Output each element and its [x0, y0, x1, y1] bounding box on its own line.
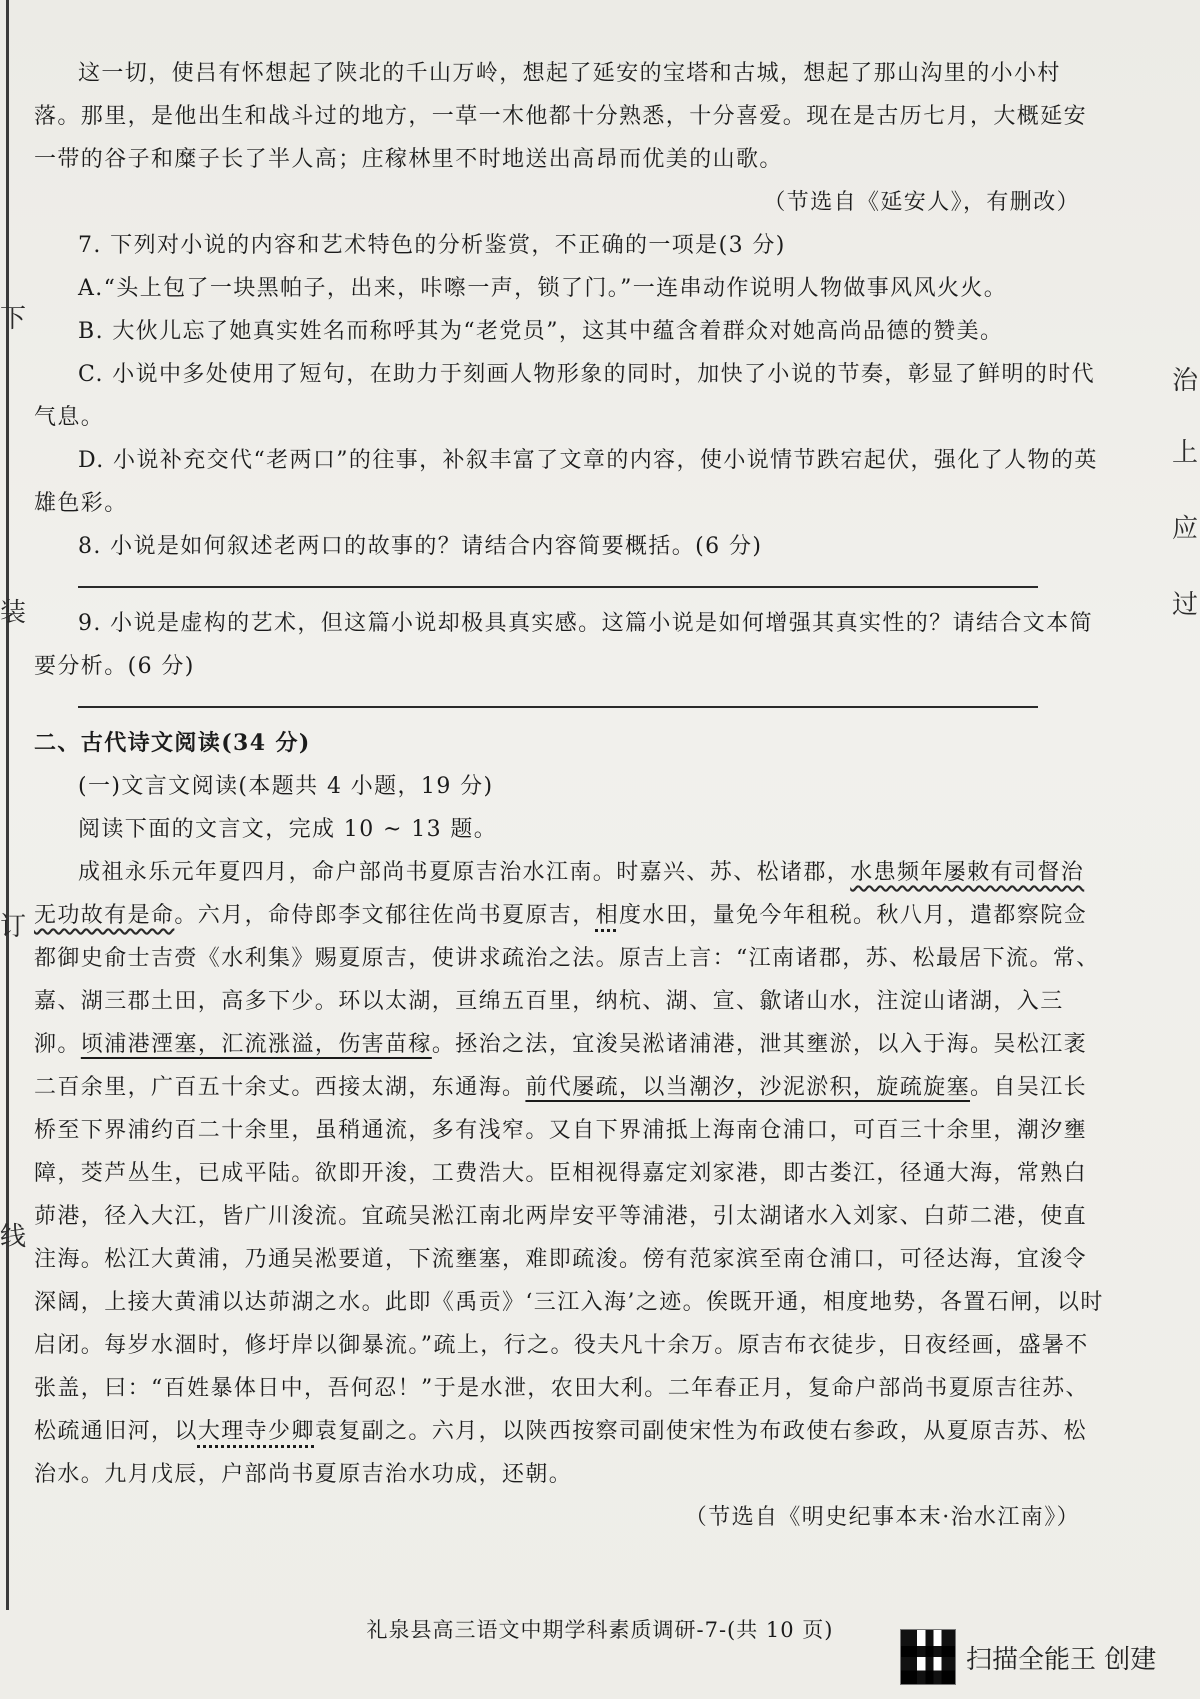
binding-mark-char: 订 — [0, 912, 27, 942]
right-edge-char: 上 — [1172, 438, 1199, 468]
binding-mark-char: 下 — [0, 304, 27, 334]
right-edge-char: 应 — [1172, 514, 1199, 544]
dotted-term-dalisi: 大理寺少卿 — [197, 1419, 315, 1444]
scanner-watermark — [900, 1632, 1156, 1682]
wavy-underlined-sentence: 水患频年屡敕有司督治无功故有是命 — [34, 860, 1085, 928]
passage-text: 。六月，命侍郎李文郁往佐尚书夏原吉， — [174, 903, 596, 928]
right-edge-char: 过 — [1172, 590, 1199, 620]
question-7-stem: 7. 下列对小说的内容和艺术特色的分析鉴赏，不正确的一项是(3 分) — [78, 233, 786, 258]
question-8: 8. 小说是如何叙述老两口的故事的？请结合内容简要概括。(6 分) — [78, 534, 763, 559]
underlined-sentence-2: 前代屡疏，以当潮汐，沙泥淤积，旋疏旋塞 — [525, 1075, 971, 1100]
answer-line-q8[interactable] — [78, 570, 1038, 588]
passage-text: 成祖永乐元年夏四月，命户部尚书夏原吉治水江南。时嘉兴、苏、松诸郡， — [78, 860, 851, 885]
classical-passage — [34, 851, 1104, 1496]
passage-text: 度水田，量免今年租税。秋八月，遣都察院佥都御史俞士吉赍《水利集》赐夏原吉，使讲求疏治之法。原吉上言：“江南诸郡，苏、松最居下流。常、嘉、湖三郡土田，高多下少。环以太湖，亘绵五百里，纳杭、湖、宣、歙诸山水，注淀山诸湖，入三泖。 — [34, 903, 1100, 1057]
reading-instruction: 阅读下面的文言文，完成 10 ~ 13 题。 — [78, 817, 498, 842]
dotted-word-xiang: 相 — [595, 903, 620, 928]
answer-line-q9[interactable] — [78, 690, 1038, 708]
classical-source: （节选自《明史纪事本末·治水江南》） — [684, 1505, 1080, 1530]
page-content — [34, 52, 1104, 1539]
question-7-option-a: A.“头上包了一块黑帕子，出来，咔嚓一声，锁了门。”一连串动作说明人物做事风风火火。 — [78, 276, 1008, 301]
binding-mark-char: 线 — [0, 1222, 27, 1252]
binding-mark-char: 装 — [0, 598, 27, 628]
intro-source: （节选自《延安人》，有删改） — [763, 190, 1080, 215]
right-edge-char: 治 — [1172, 366, 1199, 396]
question-7-option-c: C. 小说中多处使用了短句，在助力于刻画人物形象的同时，加快了小说的节奏，彰显了鲜明的时代气息。 — [34, 362, 1096, 430]
scanner-label: 扫描全能王 创建 — [966, 1644, 1157, 1675]
page-footer: 礼泉县高三语文中期学科素质调研-7-(共 10 页) — [366, 1618, 834, 1642]
passage-text: 。拯治之法，宜浚吴淞诸浦港，泄其壅淤，以入于海。吴松江袤二百余里，广百五十余丈。西接太湖，东通海。 — [34, 1032, 1088, 1100]
subsection-1-title: (一)文言文阅读(本题共 4 小题，19 分) — [78, 774, 494, 799]
question-9: 9. 小说是虚构的艺术，但这篇小说却极具真实感。这篇小说是如何增强其真实性的？请结合文本简要分析。(6 分) — [34, 611, 1093, 679]
intro-paragraph: 这一切，使吕有怀想起了陕北的千山万岭，想起了延安的宝塔和古城，想起了那山沟里的小小村落。那里，是他出生和战斗过的地方，一草一木他都十分熟悉，十分喜爱。现在是古历七月，大概延安一带的谷子和糜子长了半人高；庄稼林里不时地送出高昂而优美的山歌。 — [34, 61, 1088, 172]
passage-text: 袁复副之。六月，以陕西按察司副使宋性为布政使右参政，从夏原吉苏、松治水。九月戊辰，户部尚书夏原吉治水功成，还朝。 — [34, 1419, 1088, 1487]
binding-margin-line — [6, 0, 9, 1610]
question-7-option-b: B. 大伙儿忘了她真实姓名而称呼其为“老党员”，这其中蕴含着群众对她高尚品德的赞美。 — [78, 319, 1004, 344]
qr-code-icon — [900, 1629, 956, 1685]
underlined-sentence-1: 顷浦港湮塞，汇流涨溢，伤害苗稼 — [80, 1032, 432, 1057]
passage-text: 。自吴江长桥至下界浦约百二十余里，虽稍通流，多有浅窄。又自下界浦抵上海南仓浦口，可百三十余里，潮汐壅障，茭芦丛生，已成平陆。欲即开浚，工费浩大。臣相视得嘉定刘家港，即古娄江，径通大海，常熟白茆港，径入大江，皆广川浚流。宜疏吴淞江南北两岸安平等浦港，引太湖诸水入刘家、白茆二港，使直注海。松江大黄浦，乃通吴淞要道，下流壅塞，难即疏浚。傍有范家滨至南仓浦口，可径达海，宜浚令深阔，上接大黄浦以达茆湖之水。此即《禹贡》‘三江入海’之迹。俟既开通，相度地势，各置石闸，以时启闭。每岁水涸时，修圩岸以御暴流。”疏上，行之。役夫凡十余万。原吉布衣徒步，日夜经画，盛暑不张盖，曰：“百姓暴体日中，吾何忍！”于是水泄，农田大利。二年春正月，复命户部尚书夏原吉往苏、松疏通旧河，以 — [34, 1075, 1104, 1444]
section-2-title: 二、古代诗文阅读(34 分) — [34, 730, 311, 756]
question-7-option-d: D. 小说补充交代“老两口”的往事，补叙丰富了文章的内容，使小说情节跌宕起伏，强化了人物的英雄色彩。 — [34, 448, 1098, 516]
